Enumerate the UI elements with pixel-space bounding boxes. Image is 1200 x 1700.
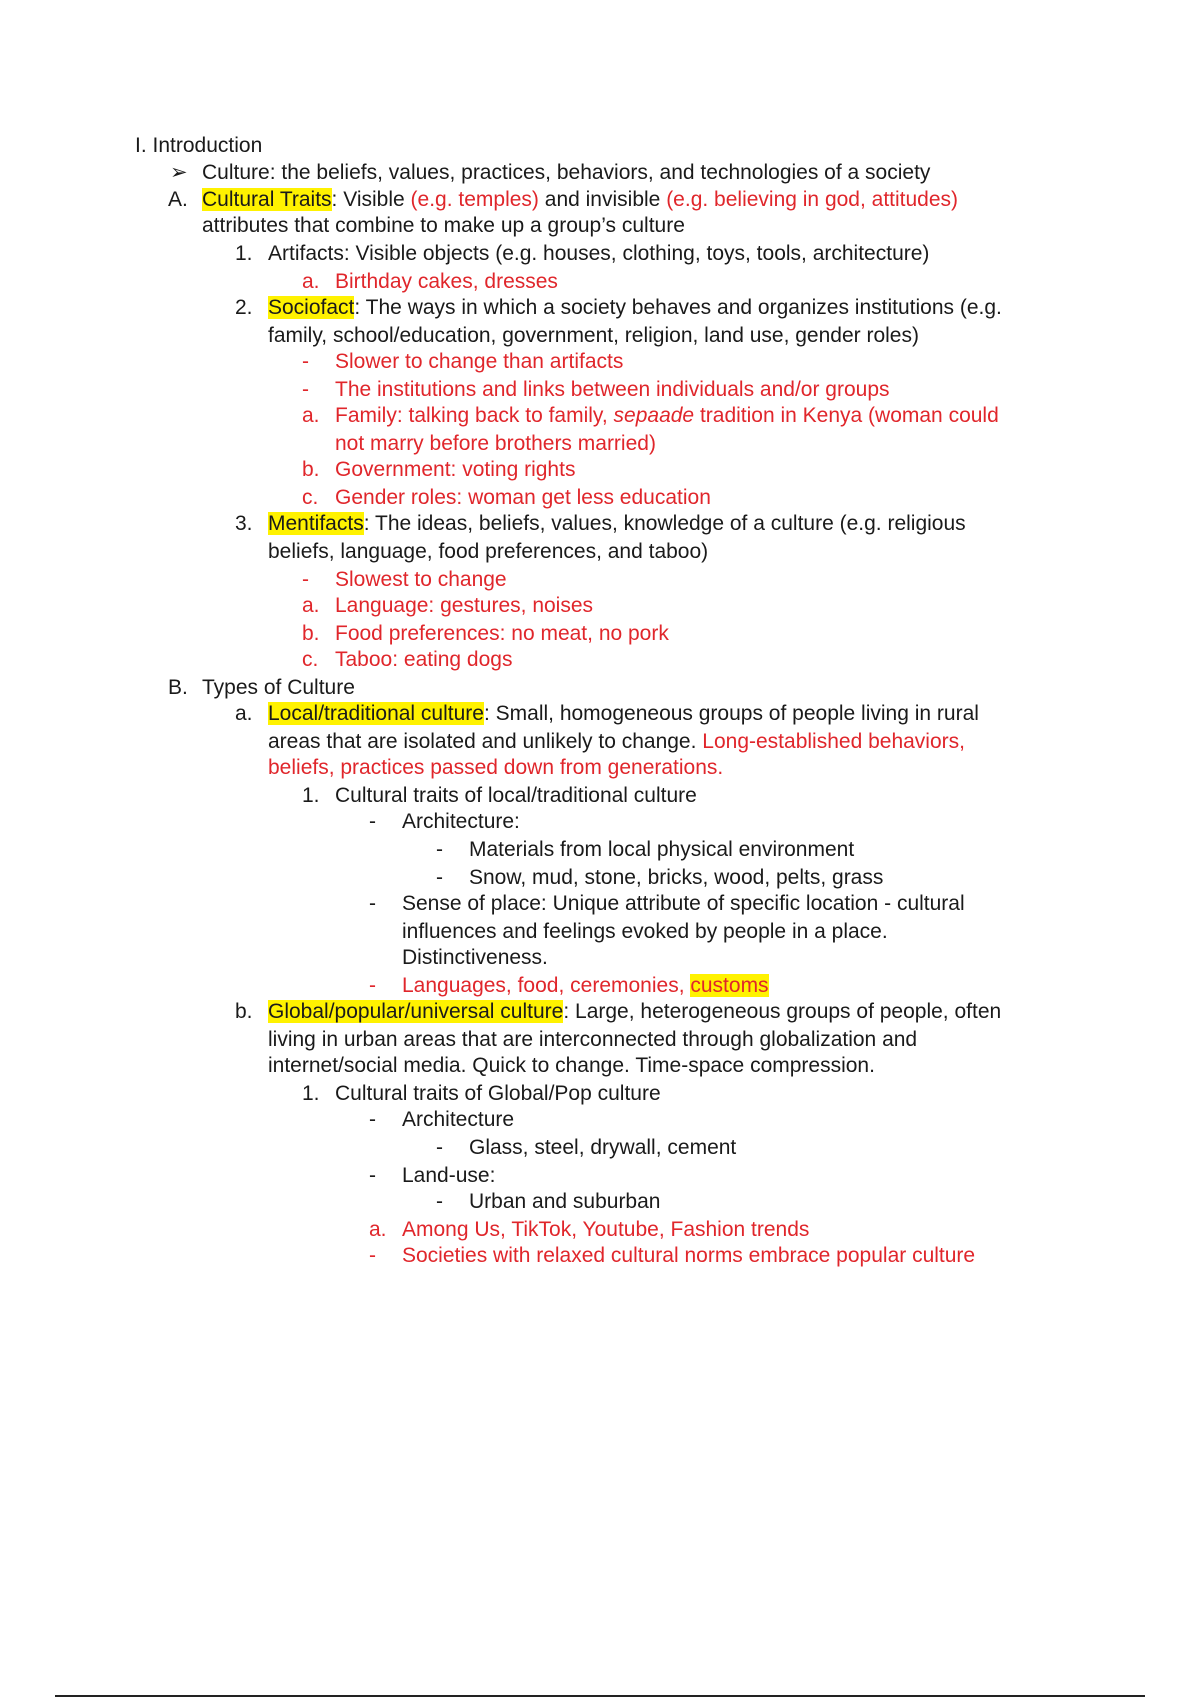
sense-of-place: Sense of place: Unique attribute of specific location - cultural [402, 892, 965, 915]
mentifacts-line: Mentifacts: The ideas, beliefs, values, knowledge of a culture (e.g. religious [268, 512, 966, 535]
red-note: (e.g. believing in god, attitudes) [666, 188, 959, 211]
mentifacts-language: Language: gestures, noises [335, 594, 594, 617]
list-marker: B. [168, 676, 188, 699]
highlighted-term: Mentifacts [268, 512, 364, 535]
highlighted-term: Cultural Traits [202, 188, 332, 211]
list-marker: a. [235, 702, 253, 725]
red-note: Long-established behaviors, [702, 730, 965, 753]
local-culture-line-2: areas that are isolated and unlikely to change. Long-established behaviors, [268, 730, 965, 753]
global-architecture-materials: Glass, steel, drywall, cement [469, 1136, 737, 1159]
sociofact-note: The institutions and links between individuals and/or groups [335, 378, 890, 401]
global-examples: Among Us, TikTok, Youtube, Fashion trends [402, 1218, 810, 1241]
global-architecture: Architecture [402, 1108, 515, 1131]
local-traits-title: Cultural traits of local/traditional culture [335, 784, 697, 807]
highlighted-term: customs [690, 974, 769, 997]
sociofact-gender: Gender roles: woman get less education [335, 486, 711, 509]
highlighted-term: Sociofact [268, 296, 355, 319]
list-marker: b. [235, 1000, 253, 1023]
dash-marker: - [302, 350, 309, 373]
cultural-traits-line: Cultural Traits: Visible (e.g. temples) and invisible (e.g. believing in god, attitudes) [202, 188, 959, 211]
global-culture-line-2: living in urban areas that are interconnected through globalization and [268, 1028, 918, 1051]
dash-marker: - [302, 378, 309, 401]
list-marker: A. [168, 188, 188, 211]
dash-marker: - [436, 1136, 443, 1159]
list-marker: b. [302, 458, 320, 481]
sociofact-family: Family: talking back to family, sepaade tradition in Kenya (woman could [335, 404, 999, 427]
dash-marker: - [436, 866, 443, 889]
local-culture-line: Local/traditional culture: Small, homogeneous groups of people living in rural [268, 702, 979, 725]
dash-marker: - [369, 1164, 376, 1187]
list-marker: c. [302, 648, 319, 671]
culture-definition: Culture: the beliefs, values, practices, behaviors, and technologies of a society [202, 161, 931, 184]
dash-marker: - [369, 810, 376, 833]
local-languages: Languages, food, ceremonies, customs [402, 974, 769, 997]
highlighted-term: Global/popular/universal culture [268, 1000, 564, 1023]
artifacts-line: Artifacts: Visible objects (e.g. houses, clothing, toys, tools, architecture) [268, 242, 930, 265]
mentifacts-taboo: Taboo: eating dogs [335, 648, 513, 671]
global-culture-line-3: internet/social media. Quick to change. Time-space compression. [268, 1054, 875, 1077]
roman-numeral: I. [135, 134, 147, 157]
dash-marker: - [369, 974, 376, 997]
dash-marker: - [369, 1108, 376, 1131]
global-land-use-detail: Urban and suburban [469, 1190, 661, 1213]
artifacts-example: Birthday cakes, dresses [335, 270, 558, 293]
list-marker: 1. [302, 1082, 320, 1105]
global-land-use: Land-use: [402, 1164, 496, 1187]
list-marker: a. [302, 270, 320, 293]
local-architecture: Architecture: [402, 810, 520, 833]
sociofact-family-2: not marry before brothers married) [335, 432, 656, 455]
dash-marker: - [302, 568, 309, 591]
list-marker: 2. [235, 296, 253, 319]
page-bottom-rule [55, 1695, 1145, 1697]
list-marker: a. [302, 594, 320, 617]
sense-of-place-2: influences and feelings evoked by people in a place. [402, 920, 888, 943]
dash-marker: - [369, 892, 376, 915]
dash-marker: - [436, 1190, 443, 1213]
mentifacts-line-2: beliefs, language, food preferences, and taboo) [268, 540, 709, 563]
sociofact-note: Slower to change than artifacts [335, 350, 624, 373]
local-culture-line-3: beliefs, practices passed down from generations. [268, 756, 724, 779]
highlighted-term: Local/traditional culture [268, 702, 484, 725]
list-marker: 1. [235, 242, 253, 265]
list-marker: a. [369, 1218, 387, 1241]
mentifacts-note: Slowest to change [335, 568, 507, 591]
global-culture-line: Global/popular/universal culture: Large, heterogeneous groups of people, often [268, 1000, 1002, 1023]
list-marker: b. [302, 622, 320, 645]
section-title: Introduction [152, 134, 263, 157]
list-marker: c. [302, 486, 319, 509]
local-architecture-materials: Materials from local physical environment [469, 838, 855, 861]
list-marker: 1. [302, 784, 320, 807]
dash-marker: - [369, 1244, 376, 1267]
sociofact-government: Government: voting rights [335, 458, 576, 481]
arrow-bullet-icon: ➢ [170, 161, 188, 184]
global-norms-note: Societies with relaxed cultural norms embrace popular culture [402, 1244, 976, 1267]
local-architecture-examples: Snow, mud, stone, bricks, wood, pelts, grass [469, 866, 884, 889]
list-marker: a. [302, 404, 320, 427]
mentifacts-food: Food preferences: no meat, no pork [335, 622, 669, 645]
section-heading-introduction [135, 133, 262, 159]
sense-of-place-3: Distinctiveness. [402, 946, 548, 969]
types-title: Types of Culture [202, 676, 355, 699]
dash-marker: - [436, 838, 443, 861]
sociofact-line-2: family, school/education, government, religion, land use, gender roles) [268, 324, 919, 347]
cultural-traits-line-2: attributes that combine to make up a group’s culture [202, 214, 685, 237]
list-marker: 3. [235, 512, 253, 535]
sociofact-line: Sociofact: The ways in which a society behaves and organizes institutions (e.g. [268, 296, 1002, 319]
global-traits-title: Cultural traits of Global/Pop culture [335, 1082, 661, 1105]
red-note: (e.g. temples) [410, 188, 539, 211]
